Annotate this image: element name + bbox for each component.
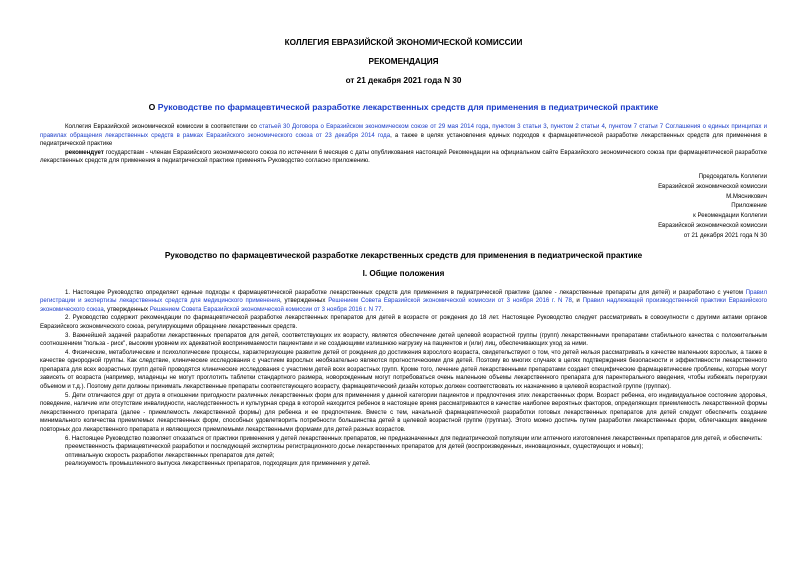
link-decision-77[interactable]: Решением Совета Евразийской экономической комиссии от 3 ноября 2016 г. N 77 [149, 305, 382, 313]
guide-title: Руководство по фармацевтической разработке лекарственных средств для применения в педиатрической практике [164, 250, 643, 260]
appendix-line2: к Рекомендации Коллегии [693, 212, 767, 220]
link-gmp-rules[interactable]: Правил надлежащей производственной практики Евразийского экономического союза [40, 297, 768, 313]
list-item: оптимальную скорость разработки лекарственных препаратов для детей; [65, 451, 275, 459]
paragraph-5: 5. Дети отличаются друг от друга в отношении пригодности различных лекарственных форм для применения у данной категории пациентов и предпочтения этих лекарственных форм. Возраст ребенка, его индивидуальное состояние здоровья, поведение, наличие или отсутствие инвалидности, наследственность и культурная среда в которой находится ребенок в настоящее время рассматриваются в качестве наиболее вероятных факторов, определяющих приемлемость лекарственной формы лекарственного препарата (далее - приемлемость лекарственной формы) для ребенка и ее предпочтение. Вместе с тем, начальной фармацевтической разработки готовых лекарственных препаратов для детей следует обеспечить создание минимального количества приемлемых лекарственных форм, способных удовлетворить потребности большинства детей в целевой возрастной группе (группах). Этого можно достичь путем разработки лекарственных форм, облегчающих введение повторных доз лекарственного препарата и являющихся приемлемыми лекарственными формами для детей разных возрастов. [40, 391, 767, 434]
doc-type: РЕКОМЕНДАЦИЯ [368, 57, 439, 66]
signature-position: Председатель Коллегии [698, 172, 767, 180]
paragraph-4: 4. Физические, метаболические и психологические процессы, характеризующие развитие детей от рождения до достижения взрослого возраста, свидетельствуют о том, что детей нельзя рассматривать в качестве маленьких взрослых, а также в качестве однородной группы. Как следствие, клинические исследования с участием взрослых необязательно являются прогностическими для детей. Поэтому во многих случаях в целях подтверждения безопасности и эффективности лекарственного препарата для всех возрастных групп детей проводятся клинические исследования с участием детей всех возрастных групп. Кроме того, лечение детей лекарственными препаратами создает специфические фармацевтические проблемы, которые могут зависеть от возраста (например, младенцы не могут проглотить таблетки стандартного размера, новорожденным могут потребоваться очень маленькие объемы лекарственного препарата для парентерального введения, чтобы избежать перегрузки объемом и т.д.). Поэтому дети должны принимать лекарственные препараты соответствующего возрасту, фармацевтический дизайн которых должен соответствовать их назначению в целевой возрастной группе (группах). [40, 348, 767, 391]
title-prefix: О [148, 102, 158, 112]
appendix-date: от 21 декабря 2021 года N 30 [683, 231, 767, 239]
appendix-label: Приложение [731, 202, 767, 210]
section-title: I. Общие положения [362, 268, 445, 278]
appendix-line3: Евразийской экономической комиссии [658, 221, 767, 229]
title-link[interactable]: Руководстве по фармацевтической разработке лекарственных средств для применения в педиатрической практике [157, 102, 659, 112]
paragraph-3: 3. Важнейшей задачей разработки лекарственных препаратов для детей, соответствующих их возрасту, является обеспечение детей целевой возрастной группы (групп) лекарственными препаратами стабильного качества с положительным соотношением "польза - риск", высоким уровнем их адекватной воспринимаемости пациентами и не создающими излишнюю нагрузку на пациентов и (или) лиц, обеспечивающих уход за ними. [40, 331, 767, 348]
link-decision-78[interactable]: Решением Совета Евразийской экономической комиссии от 3 ноября 2016 г. N 78 [328, 297, 572, 305]
signature-name: М.Мясникович [726, 192, 767, 200]
document-title [40, 102, 767, 113]
link-point-2-article-4[interactable]: пунктом 2 статьи 4 [550, 123, 605, 130]
recommends-paragraph: рекомендует государствам - членам Евразийского экономического союза по истечении 6 месяцев с даты опубликования настоящей Рекомендации на официальном сайте Евразийского экономического союза при фармацевтической разработке лекарственных средств для применения в педиатрической практике применять Руководство согласно приложению. [40, 148, 767, 165]
recommends-keyword: рекомендует [65, 148, 104, 156]
link-registration-rules[interactable]: Правил регистрации и экспертизы лекарственных средств для медицинского применения [40, 288, 767, 305]
doc-date: от 21 декабря 2021 года N 30 [345, 76, 462, 85]
paragraph-1: 1. Настоящее Руководство определяет единые подходы к фармацевтической разработке лекарственных средств для применения в педиатрической практике (далее - лекарственные препараты для детей) и разработано с учетом Правил регистрации и экспертизы лекарственных средств для медицинского применения, утвержденных Решением Совета Евразийской экономической комиссии от 3 ноября 2016 г. N 78, и Правил надлежащей производственной практики Евразийского экономического союза, утвержденных Решением Совета Евразийской экономической комиссии от 3 ноября 2016 г. N 77. [40, 288, 768, 313]
paragraph-6: 6. Настоящее Руководство позволяет отказаться от практики применения у детей лекарственных препаратов, не предназначенных для педиатрической популяции или аптечного изготовления лекарственных препаратов для детей, и обеспечить: [65, 434, 763, 442]
org-header: КОЛЛЕГИЯ ЕВРАЗИЙСКОЙ ЭКОНОМИЧЕСКОЙ КОМИССИИ [284, 38, 523, 47]
list-item: преемственность фармацевтической разработки и последующей экспертизы регистрационного досье лекарственных препаратов для детей (воспроизведенных, инновационных, существующих и новых); [65, 443, 644, 451]
paragraph-2: 2. Руководство содержит рекомендации по фармацевтической разработке лекарственных препаратов для детей в возрасте от рождения до 18 лет. Настоящее Руководство следует рассматривать в совокупности с другими актами органов Евразийского экономического союза, регулирующими обращение лекарственных средств. [40, 314, 767, 330]
signature-org: Евразийской экономической комиссии [658, 182, 767, 190]
link-article-30[interactable]: статьей 30 Договора о Евразийском экономическом союзе от 29 мая 2014 года [259, 123, 489, 130]
intro-paragraph: Коллегия Евразийской экономической комиссии в соответствии со статьей 30 Договора о Евразийском экономическом союзе от 29 мая 2014 года, пунктом 3 статьи 3, пунктом 2 статьи 4, пунктом 7 статьи 7 Соглашения о единых принципах и правилах обращения лекарственных средств в рамках Евразийского экономического союза от 23 декабря 2014 года, а также в целях установления единых подходов к фармацевтической разработке лекарственных средств для применения в педиатрической практике [40, 123, 767, 148]
signature-block [40, 172, 767, 241]
link-agreement[interactable]: пунктом 7 статьи 7 Соглашения о единых принципах и правилах обращения лекарственных средств в рамках Евразийского экономического союза от 23 декабря 2014 года [40, 123, 767, 139]
link-point-3-article-3[interactable]: пунктом 3 статьи 3 [492, 123, 547, 130]
list-item: реализуемость промышленного выпуска лекарственных препаратов, подходящих для применения у детей. [65, 460, 371, 468]
guide-body [40, 289, 767, 469]
